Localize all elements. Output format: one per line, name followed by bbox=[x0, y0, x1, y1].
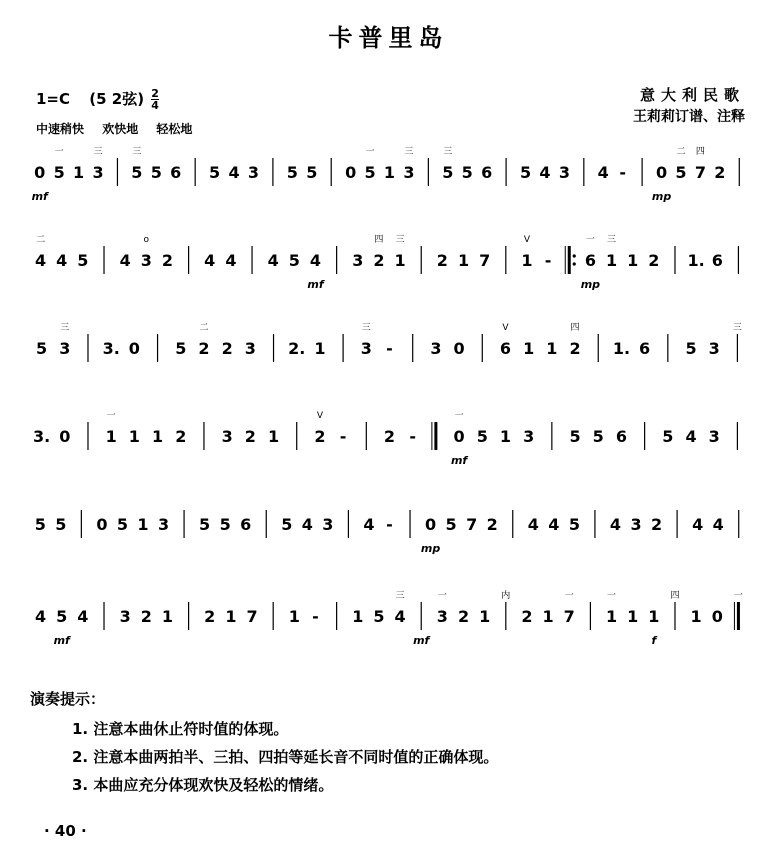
song-origin: 意大利民歌 bbox=[639, 86, 745, 104]
note: 4 bbox=[35, 251, 47, 270]
note: 5 bbox=[209, 163, 221, 182]
note: 1 bbox=[542, 607, 554, 626]
note: 0 bbox=[425, 515, 437, 534]
note: 4 bbox=[77, 607, 89, 626]
note: 2 bbox=[175, 427, 187, 446]
note: 1 bbox=[105, 427, 117, 446]
notation-svg bbox=[22, 140, 757, 210]
dynamic-mark: mp bbox=[580, 278, 601, 291]
dash-extension: - bbox=[386, 339, 393, 358]
note: 6 bbox=[615, 427, 628, 446]
fingering-mark: 一 bbox=[607, 591, 617, 601]
note: 1 bbox=[627, 251, 639, 270]
note: 5 bbox=[519, 163, 532, 182]
note: 6 bbox=[499, 339, 512, 358]
note: 0 bbox=[128, 339, 140, 358]
note: 7 bbox=[694, 163, 706, 182]
fingering-mark: 四 bbox=[695, 147, 705, 157]
note: 4 bbox=[309, 251, 322, 270]
note: 4 bbox=[363, 515, 375, 534]
note: 3 bbox=[360, 339, 372, 358]
note: 5 bbox=[675, 163, 687, 182]
note: 0 bbox=[453, 427, 465, 446]
note: 6 bbox=[584, 251, 596, 270]
note: 5 bbox=[116, 515, 129, 534]
note: 1 bbox=[627, 607, 639, 626]
note: 2 bbox=[457, 607, 470, 626]
note: 3 bbox=[157, 515, 170, 534]
fingering-mark: 三 bbox=[93, 147, 103, 157]
note: 4 bbox=[609, 515, 622, 534]
note: 2 bbox=[221, 339, 233, 358]
notation-svg bbox=[22, 584, 757, 654]
tempo-term: 轻松地 bbox=[156, 122, 193, 136]
fingering-mark: 二 bbox=[676, 147, 686, 157]
note: 5 bbox=[199, 515, 211, 534]
note: 0 bbox=[96, 515, 108, 534]
note: 3 bbox=[708, 339, 720, 358]
note: 5 bbox=[175, 339, 187, 358]
fingering-mark: 一 bbox=[585, 235, 595, 245]
note: 3. bbox=[32, 427, 51, 446]
fingering-mark: V bbox=[316, 411, 324, 421]
fingering-mark: 一 bbox=[437, 591, 447, 601]
note: 1 bbox=[352, 607, 364, 626]
fingering-mark: 一 bbox=[733, 591, 743, 601]
dash-extension: - bbox=[339, 427, 347, 446]
note: 1 bbox=[394, 251, 406, 270]
note: 4 bbox=[267, 251, 279, 270]
score-system-4 bbox=[22, 404, 757, 474]
note: 5 bbox=[150, 163, 162, 182]
performance-tip: 2. 注意本曲两拍半、三拍、四拍等延长音不同时值的正确体现。 bbox=[72, 748, 499, 766]
fingering-mark: V bbox=[502, 323, 509, 333]
note: 3 bbox=[523, 427, 535, 446]
page-number: · 40 · bbox=[44, 822, 87, 840]
dynamic-mark: mf bbox=[450, 454, 468, 467]
note: 5 bbox=[56, 607, 68, 626]
note: 5 bbox=[131, 163, 143, 182]
note: 4 bbox=[35, 607, 47, 626]
fingering-mark: V bbox=[523, 235, 531, 245]
note: 5 bbox=[288, 251, 300, 270]
note: 5 bbox=[36, 339, 48, 358]
note: 2 bbox=[383, 427, 396, 446]
fingering-mark: 三 bbox=[443, 147, 453, 157]
key-signature bbox=[36, 88, 159, 111]
note: 1 bbox=[128, 427, 140, 446]
fingering-mark: 三 bbox=[732, 323, 742, 333]
note: 1 bbox=[499, 427, 512, 446]
note: 5 bbox=[461, 163, 473, 182]
fingering-mark: 二 bbox=[36, 235, 46, 245]
note: 3 bbox=[247, 163, 260, 182]
dynamic-mark: mf bbox=[31, 190, 48, 203]
note: 6 bbox=[639, 339, 651, 358]
note: 5 bbox=[569, 427, 581, 446]
note: 5 bbox=[568, 515, 580, 534]
note: 1 bbox=[521, 251, 533, 270]
fingering-mark: 四 bbox=[570, 323, 580, 333]
note: 2 bbox=[161, 251, 174, 270]
note: 1. bbox=[612, 339, 631, 358]
score-system-1 bbox=[22, 140, 757, 210]
note: 4 bbox=[301, 515, 313, 534]
note: 1 bbox=[161, 607, 174, 626]
note: 5 bbox=[77, 251, 89, 270]
note: 2 bbox=[521, 607, 533, 626]
fingering-mark: 一 bbox=[365, 147, 375, 157]
note: 1 bbox=[137, 515, 149, 534]
note: 3 bbox=[244, 339, 256, 358]
tempo-term: 中速稍快 bbox=[36, 122, 85, 136]
dash-extension: - bbox=[544, 251, 552, 270]
note: 3 bbox=[630, 515, 642, 534]
performance-tip: 1. 注意本曲休止符时值的体现。 bbox=[72, 720, 289, 738]
note: 2 bbox=[436, 251, 448, 270]
note: 2 bbox=[648, 251, 660, 270]
fingering-mark: 三 bbox=[404, 147, 414, 157]
note: 3 bbox=[708, 427, 720, 446]
note: 2 bbox=[140, 607, 152, 626]
note: 4 bbox=[225, 251, 237, 270]
note: 1 bbox=[225, 607, 237, 626]
note: 0 bbox=[345, 163, 357, 182]
note: 3 bbox=[352, 251, 364, 270]
note: 1 bbox=[288, 607, 300, 626]
note: 2. bbox=[288, 339, 306, 358]
note: 2 bbox=[714, 163, 726, 182]
performance-tip: 3. 本曲应充分体现欢快及轻松的情绪。 bbox=[72, 776, 334, 794]
note: 1 bbox=[73, 163, 85, 182]
fingering-mark: 三 bbox=[395, 235, 405, 245]
note: 3 bbox=[59, 339, 71, 358]
note: 2 bbox=[204, 607, 216, 626]
note: 2 bbox=[198, 339, 210, 358]
key-label: 1=C bbox=[36, 90, 71, 108]
note: 3 bbox=[558, 163, 570, 182]
note: 5 bbox=[219, 515, 231, 534]
performance-tips-heading: 演奏提示： bbox=[30, 690, 106, 708]
note: 1 bbox=[383, 163, 396, 182]
notation-svg bbox=[22, 492, 757, 562]
score-system-3 bbox=[22, 316, 757, 386]
note: 5 bbox=[34, 515, 46, 534]
note: 5 bbox=[685, 339, 697, 358]
note: 4 bbox=[228, 163, 240, 182]
note: 5 bbox=[53, 163, 65, 182]
dynamic-mark: mf bbox=[413, 634, 430, 647]
note: 3 bbox=[221, 427, 233, 446]
dynamic-mark: mp bbox=[651, 190, 672, 203]
note: 5 bbox=[476, 427, 488, 446]
note: 3. bbox=[102, 339, 120, 358]
note: 1 bbox=[314, 339, 326, 358]
note: 4 bbox=[56, 251, 68, 270]
fingering-mark: 二 bbox=[199, 323, 209, 333]
fingering-mark: 一 bbox=[54, 147, 64, 157]
score-system-5 bbox=[22, 492, 757, 562]
notation-svg bbox=[22, 228, 757, 298]
notation-svg bbox=[22, 404, 757, 474]
note: 3 bbox=[430, 339, 442, 358]
note: 4 bbox=[712, 515, 724, 534]
fingering-mark: 四 bbox=[374, 235, 384, 245]
note: 1 bbox=[605, 251, 618, 270]
note: 5 bbox=[281, 515, 293, 534]
note: 5 bbox=[592, 427, 604, 446]
note: 4 bbox=[597, 163, 609, 182]
note: 4 bbox=[204, 251, 216, 270]
note: 1 bbox=[267, 427, 280, 446]
note: 4 bbox=[685, 427, 697, 446]
fingering-mark: 四 bbox=[670, 591, 680, 601]
dynamic-mark: mf bbox=[53, 634, 70, 647]
fingering-mark: 三 bbox=[607, 235, 617, 245]
note: 3 bbox=[119, 607, 131, 626]
note: 1 bbox=[457, 251, 470, 270]
note: 3 bbox=[436, 607, 448, 626]
note: 5 bbox=[55, 515, 67, 534]
string-tuning: (5 2弦) bbox=[89, 90, 145, 108]
tempo-markings bbox=[36, 120, 206, 137]
fingering-mark: 三 bbox=[60, 323, 70, 333]
score-system-6 bbox=[22, 584, 757, 654]
note: 1 bbox=[151, 427, 164, 446]
note: 5 bbox=[662, 427, 674, 446]
dash-extension: - bbox=[619, 163, 627, 182]
fingering-mark: o bbox=[143, 235, 150, 245]
fingering-mark: 一 bbox=[106, 411, 116, 421]
note: 3 bbox=[403, 163, 415, 182]
fingering-mark: 三 bbox=[395, 591, 405, 601]
note: 1 bbox=[690, 607, 702, 626]
note: 6 bbox=[481, 163, 493, 182]
dash-extension: - bbox=[312, 607, 319, 626]
note: 2 bbox=[569, 339, 581, 358]
note: 6 bbox=[711, 251, 723, 270]
dynamic-mark: f bbox=[651, 634, 657, 647]
note: 2 bbox=[314, 427, 326, 446]
note: 5 bbox=[445, 515, 457, 534]
note: 4 bbox=[119, 251, 131, 270]
dash-extension: - bbox=[386, 515, 393, 534]
note: 1 bbox=[546, 339, 558, 358]
arranger-credit: 王莉莉订谱、注释 bbox=[633, 109, 745, 125]
note: 2 bbox=[650, 515, 663, 534]
note: 7 bbox=[563, 607, 575, 626]
dash-extension: - bbox=[409, 427, 417, 446]
dynamic-mark: mf bbox=[307, 278, 324, 291]
note: 6 bbox=[170, 163, 182, 182]
note: 5 bbox=[364, 163, 376, 182]
note: 5 bbox=[306, 163, 318, 182]
tempo-term: 欢快地 bbox=[102, 122, 139, 136]
note: 1 bbox=[523, 339, 535, 358]
time-signature bbox=[151, 88, 159, 111]
note: 5 bbox=[286, 163, 298, 182]
fingering-mark: 一 bbox=[564, 591, 574, 601]
note: 7 bbox=[466, 515, 478, 534]
note: 1. bbox=[687, 251, 705, 270]
note: 5 bbox=[442, 163, 454, 182]
note: 4 bbox=[548, 515, 560, 534]
repeat-dot bbox=[573, 254, 576, 257]
note: 0 bbox=[655, 163, 668, 182]
fingering-mark: 一 bbox=[454, 411, 464, 421]
note: 3 bbox=[322, 515, 334, 534]
note: 4 bbox=[692, 515, 704, 534]
note: 6 bbox=[240, 515, 252, 534]
note: 3 bbox=[140, 251, 152, 270]
fingering-mark: 三 bbox=[132, 147, 142, 157]
note: 2 bbox=[244, 427, 256, 446]
dynamic-mark: mp bbox=[420, 542, 441, 555]
note: 2 bbox=[373, 251, 385, 270]
note: 5 bbox=[373, 607, 385, 626]
note: 1 bbox=[479, 607, 491, 626]
score-system-2 bbox=[22, 228, 757, 298]
note: 4 bbox=[539, 163, 551, 182]
time-numerator: 2 bbox=[151, 87, 159, 100]
note: 3 bbox=[92, 163, 104, 182]
repeat-dot bbox=[573, 262, 576, 265]
note: 0 bbox=[711, 607, 723, 626]
note: 0 bbox=[34, 163, 46, 182]
page-title: 卡普里岛 bbox=[328, 24, 449, 52]
note: 4 bbox=[527, 515, 539, 534]
fingering-mark: 三 bbox=[361, 323, 371, 333]
note: 1 bbox=[605, 607, 618, 626]
notation-svg bbox=[22, 316, 757, 386]
note: 2 bbox=[486, 515, 498, 534]
note: 1 bbox=[648, 607, 660, 626]
note: 7 bbox=[246, 607, 258, 626]
note: 0 bbox=[453, 339, 465, 358]
note: 7 bbox=[479, 251, 491, 270]
fingering-mark: 内 bbox=[501, 591, 511, 601]
note: 4 bbox=[394, 607, 406, 626]
note: 0 bbox=[59, 427, 71, 446]
time-denominator: 4 bbox=[151, 99, 159, 112]
